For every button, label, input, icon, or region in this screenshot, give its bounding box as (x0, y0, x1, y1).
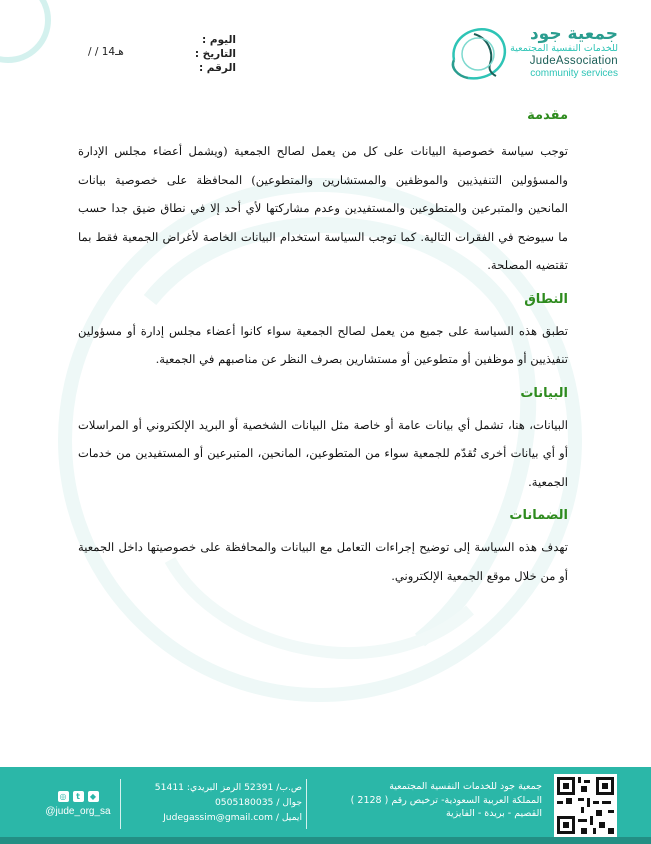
section-heading: مقدمة (527, 108, 568, 123)
twitter-icon[interactable]: t (73, 791, 84, 802)
document-meta (150, 33, 236, 75)
section-paragraph: تهدف هذه السياسة إلى توضيح إجراءات التعامل مع البيانات والمحافظة على خصوصيتها داخل الجمعية أو من خلال موقع الجمعية الإلكتروني. (78, 540, 568, 583)
section-paragraph: تطبق هذه السياسة على جميع من يعمل لصالح الجمعية سواء كانوا أعضاء مجلس إدارة أو مسؤولين تنفيذيين أو موظفين أو متطوعين أو مستشارين بصرف النظر عن مناصبهم في الجمعية. (78, 323, 568, 366)
logo-subtitle-arabic: للخدمات النفسية المجتمعية (510, 43, 618, 54)
section-scope (78, 292, 568, 374)
date-label: التاريخ : (194, 48, 236, 60)
association-logo (444, 22, 624, 88)
po-box: ص.ب/ 52391 الرمز البريدي: 51411 (154, 782, 302, 793)
address-line: القصيم - بريدة - الفايزية (445, 808, 542, 819)
section-heading: الضمانات (509, 508, 568, 523)
footer-divider (306, 779, 307, 829)
snapchat-icon[interactable]: ◆ (88, 791, 99, 802)
email-address[interactable]: ايميل / Judegassim@gmail.com (163, 812, 302, 823)
head-profile-icon (444, 22, 514, 88)
section-guarantees (78, 508, 568, 590)
letterhead-header (0, 0, 651, 100)
logo-name-arabic: جمعية جود (529, 24, 618, 44)
letterhead-footer (0, 767, 651, 844)
footer-contact (124, 780, 302, 825)
section-paragraph: البيانات، هنا، تشمل أي بيانات عامة أو خاصة مثل البيانات الشخصية أو البريد الإلكتروني أو المراسلات أو أي بيانات أخرى تُقدّم للجمعية سواء من المتطوعين، المانحين، المتبرعين أو المستفيدين من خدمات الجمعية. (78, 417, 568, 489)
reference-label: الرقم : (198, 62, 236, 74)
address-line: جمعية جود للخدمات النفسية المجتمعية (389, 781, 542, 792)
section-paragraph: توجب سياسة خصوصية البيانات على كل من يعمل لصالح الجمعية (ويشمل أعضاء مجلس الإدارة والمسؤولين التنفيذيين والموظفين والمستشارين والمتطوعين) المحافظة على خصوصية بيانات المانحين والمتبرعين والمتطوعين والمستفيدين وعدم مشاركتها لأي أحد إلا في نطاق ضيق جدا حسب ما سيوضح في الفقرات التالية. كما توجب السياسة استخدام البيانات الخاصة لأغراض الجمعية فقط بما تقتضيه المصلحة. (78, 144, 568, 272)
policy-body (78, 108, 568, 590)
logo-name-english: JudeAssociation (529, 55, 618, 67)
address-line: المملكة العربية السعودية- ترخيص رقم ( 2128 ) (350, 794, 542, 806)
footer-bottom-band (0, 837, 651, 844)
qr-code-icon[interactable] (554, 774, 617, 837)
footer-divider (120, 779, 121, 829)
social-handle[interactable]: @jude_org_sa (45, 806, 111, 817)
date-value: / / 14هـ (88, 46, 124, 58)
section-heading: البيانات (520, 385, 568, 401)
section-introduction (78, 108, 568, 280)
instagram-icon[interactable]: ◎ (58, 791, 69, 802)
footer-address (310, 780, 542, 821)
mobile-number[interactable]: جوال / 0505180035 (214, 797, 302, 808)
section-heading: النطاق (524, 291, 568, 307)
social-block (38, 791, 118, 817)
day-label: اليوم : (202, 34, 236, 46)
logo-subtitle-english: community services (530, 68, 618, 79)
section-data (78, 386, 568, 497)
